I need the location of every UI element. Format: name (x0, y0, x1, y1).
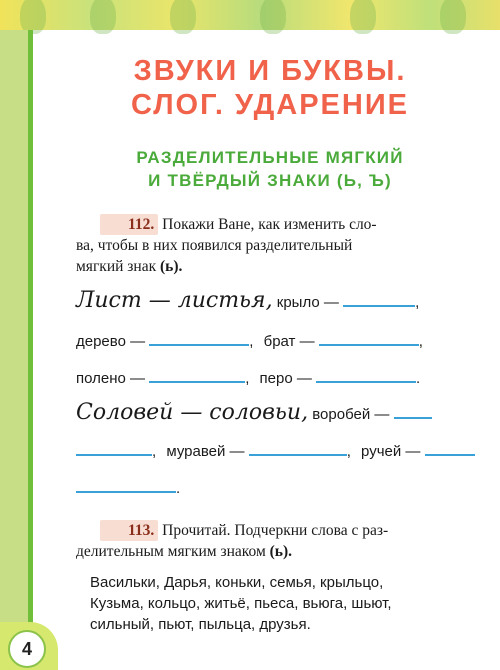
answer-blank[interactable] (394, 407, 432, 419)
word-list (90, 572, 480, 635)
answer-blank[interactable] (149, 371, 245, 383)
exercise-113-text (76, 520, 474, 562)
exercise-text: мягкий знак (76, 258, 157, 275)
word-list-line: сильный, пьют, пыльца, друзья. (90, 616, 311, 633)
leaf-ornament (260, 0, 286, 34)
word-prompt: ручей — (361, 443, 421, 460)
answer-row-2: дерево — , брат — , (76, 333, 423, 350)
exercise-sign: (ь). (160, 258, 183, 275)
exercise-text: Прочитай. Подчеркни слова с раз- (162, 522, 389, 539)
answer-row-4 (76, 400, 432, 425)
word-prompt: крыло — (276, 294, 339, 311)
answer-row-3: полено — , перо — . (76, 370, 421, 387)
left-margin-bar (0, 30, 28, 670)
leaf-ornament (20, 0, 46, 34)
exercise-sign: (ь). (269, 543, 293, 560)
handwritten-example: Лист — листья, (76, 288, 273, 313)
section-subtitle-line2: И ТВЁРДЫЙ ЗНАКИ (Ь, Ъ) (148, 171, 392, 190)
answer-row-1: Лист — листья, крыло — , (76, 288, 420, 313)
answer-row-6: . (76, 480, 180, 497)
leaf-ornament (350, 0, 376, 34)
exercise-text: ва, чтобы в них появился разделительный (76, 237, 353, 254)
leaf-ornament (90, 0, 116, 34)
exercise-text: Покажи Ване, как изменить сло- (162, 216, 377, 233)
word-prompt: перо — (259, 370, 312, 387)
word-list-line: Кузьма, кольцо, житьё, пьеса, вьюга, шьют, (90, 595, 392, 612)
answer-blank[interactable] (425, 444, 475, 456)
word-prompt: дерево — (76, 333, 146, 350)
handwritten-example: Соловей — соловьи, (76, 400, 309, 425)
answer-blank[interactable] (316, 371, 416, 383)
word-prompt: муравей — (166, 443, 245, 460)
answer-blank[interactable] (76, 481, 176, 493)
answer-blank[interactable] (343, 295, 415, 307)
exercise-text: делительным мягким знаком (76, 543, 266, 560)
word-prompt: брат — (263, 333, 315, 350)
word-prompt: полено — (76, 370, 146, 387)
word-prompt: воробей — (312, 406, 390, 423)
answer-blank[interactable] (249, 444, 347, 456)
page-title-line2: СЛОГ. УДАРЕНИЕ (130, 89, 410, 121)
answer-blank[interactable] (319, 334, 419, 346)
decorative-banner (0, 0, 500, 30)
word-list-line: Васильки, Дарья, коньки, семья, крыльцо, (90, 574, 384, 591)
answer-blank[interactable] (76, 444, 152, 456)
leaf-ornament (170, 0, 196, 34)
page-title-line1: ЗВУКИ И БУКВЫ. (133, 55, 407, 87)
left-margin-line (28, 30, 33, 670)
answer-blank[interactable] (149, 334, 249, 346)
section-subtitle-line1: РАЗДЕЛИТЕЛЬНЫЕ МЯГКИЙ (136, 148, 404, 167)
exercise-112-text (76, 214, 474, 277)
page-number: 4 (8, 630, 46, 668)
exercise-number: 112. (100, 214, 158, 235)
exercise-number: 113. (100, 520, 158, 541)
answer-row-5: , муравей — , ручей — (76, 443, 475, 460)
leaf-ornament (440, 0, 466, 34)
